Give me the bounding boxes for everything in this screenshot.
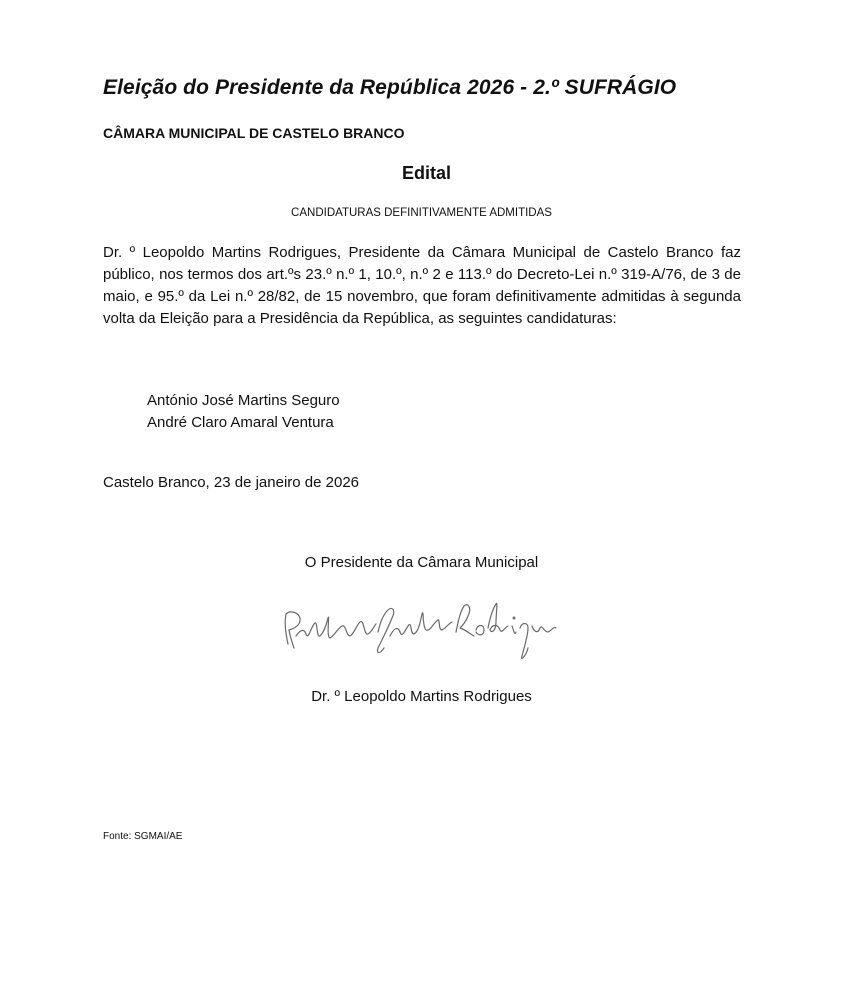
organization-name: CÂMARA MUNICIPAL DE CASTELO BRANCO	[103, 125, 405, 141]
candidate-item: António José Martins Seguro	[147, 392, 340, 409]
document-title: Eleição do Presidente da República 2026 - 2.º SUFRÁGIO	[103, 76, 677, 99]
signatory-name: Dr. º Leopoldo Martins Rodrigues	[311, 688, 532, 705]
source-note: Fonte: SGMAI/AE	[103, 831, 183, 842]
place-date: Castelo Branco, 23 de janeiro de 2026	[103, 474, 360, 491]
announcement-paragraph: Dr. º Leopoldo Martins Rodrigues, Presidente da Câmara Municipal de Castelo Branco faz público, nos termos dos art.ºs 23.º n.º 1, 10.º, n.º 2 e 113.º do Decreto-Lei n.º 319-A/76, de 3 de maio, e 95.º da Lei n.º 28/82, de 15 novembro, que foram definitivamente admitidas à segunda volta da Eleição para a Presidência da República, as seguintes candidaturas:	[103, 244, 741, 327]
signatory-role: O Presidente da Câmara Municipal	[304, 554, 539, 571]
candidate-list	[147, 390, 340, 434]
edital-heading: Edital	[401, 163, 451, 183]
handwritten-signature	[270, 596, 560, 676]
candidate-item: André Claro Amaral Ventura	[147, 414, 334, 431]
edital-subheading: CANDIDATURAS DEFINITIVAMENTE ADMITIDAS	[291, 207, 552, 219]
